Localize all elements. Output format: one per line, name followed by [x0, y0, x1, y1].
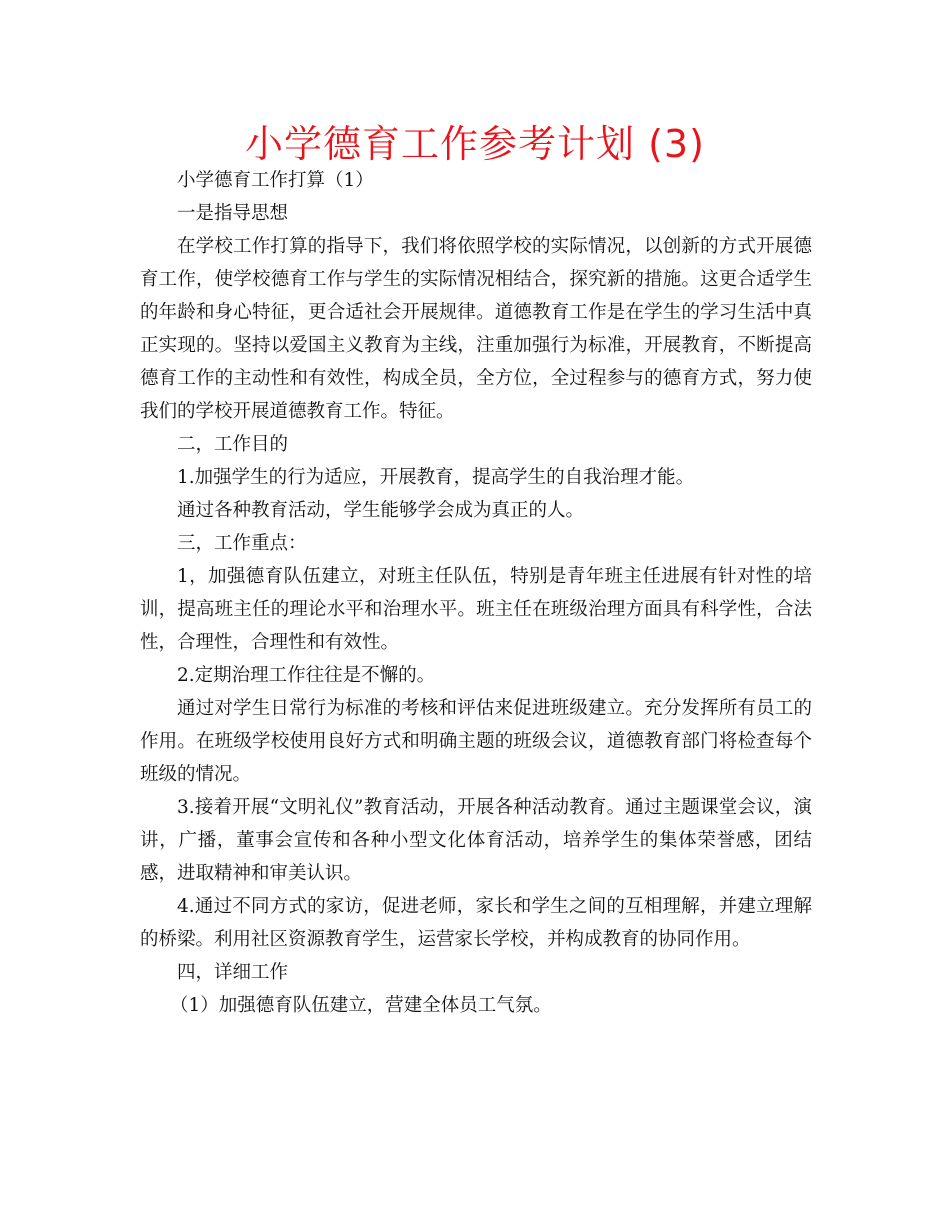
paragraph-goal-1: 1.加强学生的行为适应，开展教育，提高学生的自我治理才能。	[177, 467, 695, 488]
paragraph-focus-2: 2.定期治理工作往往是不懈的。	[177, 665, 436, 686]
paragraph-subtitle: 小学德育工作打算（1）	[177, 170, 374, 191]
paragraph-focus-2-body: 通过对学生日常行为标准的考核和评估来促进班级建立。充分发挥所有员工的作用。在班级学校使用良好方式和明确主题的班级会议，道德教育部门将检查每个班级的情况。	[140, 698, 812, 785]
paragraph-focus-4: 4.通过不同方式的家访，促进老师，家长和学生之间的互相理解，并建立理解的桥梁。利用社区资源教育学生，运营家长学校，并构成教育的协同作用。	[140, 896, 812, 950]
paragraph-detailed-work-1: （1）加强德育队伍建立，营建全体员工气氛。	[170, 995, 552, 1016]
paragraph-guiding-thought-body: 在学校工作打算的指导下，我们将依照学校的实际情况，以创新的方式开展德育工作，使学校德育工作与学生的实际情况相结合，探究新的措施。这更合适学生的年龄和身心特征，更合适社会开展规律。道德教育工作是在学生的学习生活中真正实现的。坚持以爱国主义教育为主线，注重加强行为标准，开展教育，不断提高德育工作的主动性和有效性，构成全员，全方位，全过程参与的德育方式，努力使我们的学校开展道德教育工作。特征。	[140, 236, 812, 422]
paragraph-heading-work-focus: 三，工作重点：	[177, 533, 307, 554]
document-body	[140, 164, 812, 1022]
paragraph-goal-2: 通过各种教育活动，学生能够学会成为真正的人。	[177, 500, 585, 521]
paragraph-focus-3: 3.接着开展“文明礼仪”教育活动，开展各种活动教育。通过主题课堂会议，演讲，广播，董事会宣传和各种小型文化体育活动，培养学生的集体荣誉感，团结感，进取精神和审美认识。	[140, 797, 812, 884]
paragraph-heading-guiding-thought: 一是指导思想	[177, 203, 289, 224]
paragraph-heading-detailed-work: 四，详细工作	[177, 962, 289, 983]
paragraph-heading-work-goal: 二，工作目的	[177, 434, 289, 455]
paragraph-focus-1: 1，加强德育队伍建立，对班主任队伍，特别是青年班主任进展有针对性的培训，提高班主任的理论水平和治理水平。班主任在班级治理方面具有科学性，合法性，合理性，合理性和有效性。	[140, 566, 812, 653]
document-title: 小学德育工作参考计划 (3)	[245, 122, 705, 166]
